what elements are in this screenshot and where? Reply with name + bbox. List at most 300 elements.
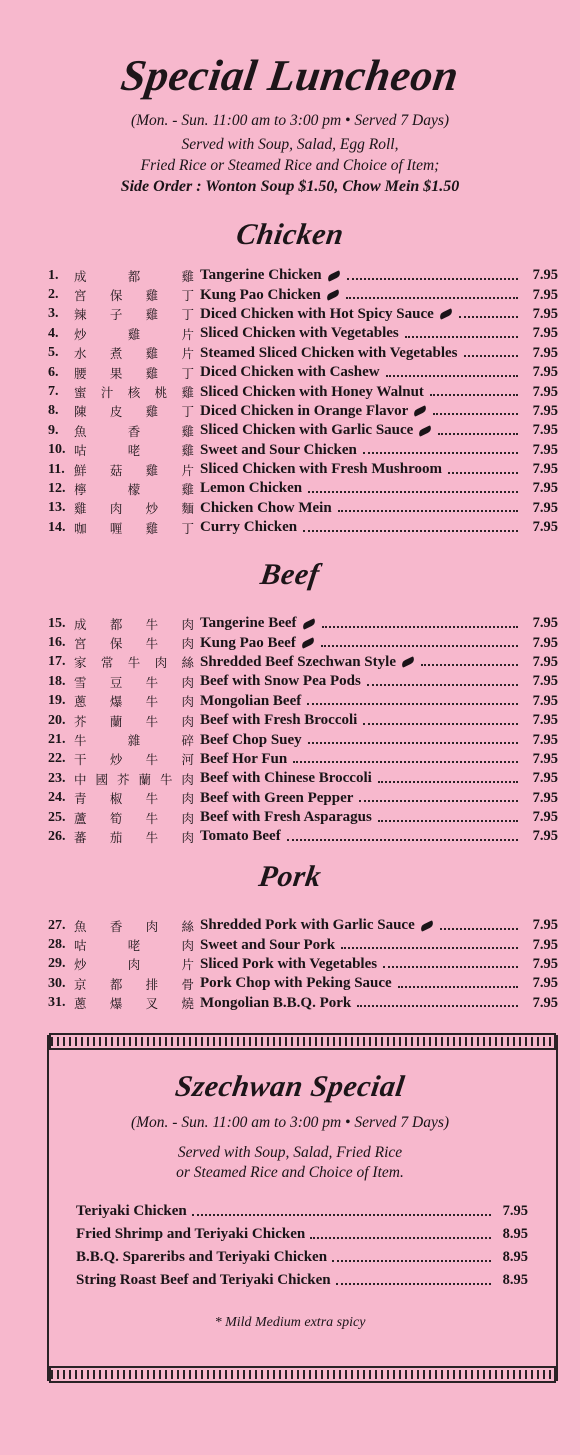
chinese-char: 麵 (181, 501, 194, 517)
dot-leader (322, 626, 518, 628)
chinese-char: 丁 (181, 520, 194, 536)
chinese-char: 蔥 (74, 694, 87, 710)
chinese-char: 炒 (74, 957, 87, 973)
chinese-char: 干 (74, 752, 87, 768)
menu-item-row (48, 935, 558, 954)
item-number: 22. (48, 751, 66, 767)
chinese-char: 牛 (145, 694, 159, 710)
chinese-char: 咾 (127, 443, 141, 459)
chinese-char: 檸 (74, 481, 87, 497)
item-price: 7.95 (532, 519, 558, 536)
chinese-char: 宮 (74, 288, 87, 304)
dot-leader (363, 452, 518, 454)
item-name: Diced Chicken in Orange Flavor (200, 402, 409, 419)
szechwan-item-row (76, 1246, 528, 1269)
item-price: 7.95 (532, 828, 558, 845)
item-name: Tangerine Beef (200, 615, 297, 632)
item-name: Curry Chicken (200, 519, 298, 536)
dot-leader (378, 781, 518, 783)
chinese-char: 爆 (109, 996, 123, 1012)
dot-leader (357, 1005, 518, 1007)
item-number: 12. (48, 480, 66, 496)
section-title-szechwan: Szechwan Special (173, 1070, 407, 1103)
chinese-char: 香 (127, 423, 141, 439)
item-number: 23. (48, 770, 66, 786)
menu-item-row (48, 916, 558, 935)
item-number: 16. (48, 635, 66, 651)
item-number: 25. (48, 809, 66, 825)
chinese-char: 宮 (74, 636, 87, 652)
item-price: 7.95 (532, 441, 558, 458)
menu-item-row (48, 994, 558, 1013)
chinese-char: 茄 (109, 829, 123, 845)
item-number: 28. (48, 937, 66, 953)
chinese-char: 咾 (127, 938, 141, 954)
item-chinese-name (74, 461, 200, 479)
beef-list (48, 614, 558, 847)
item-chinese-name (74, 653, 200, 671)
menu-item-row (48, 974, 558, 993)
dot-leader (347, 278, 518, 280)
dot-leader (293, 761, 518, 763)
item-name: Chicken Chow Mein (200, 499, 332, 516)
item-name: Beef with Chinese Broccoli (200, 770, 372, 787)
chinese-char: 片 (181, 462, 194, 478)
szechwan-served-line2: or Steamed Rice and Choice of Item. (176, 1164, 404, 1181)
chinese-char: 雞 (181, 268, 194, 284)
chinese-char: 丁 (181, 404, 194, 420)
item-price: 7.95 (532, 402, 558, 419)
chinese-char: 雞 (145, 404, 159, 420)
item-chinese-name (74, 402, 200, 420)
chinese-char: 蕃 (74, 829, 87, 845)
dot-leader (346, 297, 518, 299)
item-price: 7.95 (532, 615, 558, 632)
chinese-char: 都 (109, 976, 123, 992)
dot-leader (440, 928, 518, 930)
item-number: 19. (48, 693, 66, 709)
item-price: 7.95 (532, 499, 558, 516)
chinese-char: 水 (74, 346, 87, 362)
item-name: Sliced Pork with Vegetables (200, 955, 378, 972)
chinese-char: 肉 (181, 791, 194, 807)
chinese-char: 成 (74, 616, 87, 632)
item-chinese-name (74, 770, 200, 788)
item-chinese-name (74, 828, 200, 846)
menu-item-row (48, 633, 558, 652)
item-name: Beef Chop Suey (200, 731, 302, 748)
item-name: Beef with Snow Pea Pods (200, 673, 361, 690)
chinese-char: 辣 (74, 307, 87, 323)
chinese-char: 魚 (74, 918, 87, 934)
chinese-char: 炒 (74, 326, 87, 342)
item-price: 7.95 (532, 809, 558, 826)
item-number: 6. (48, 364, 59, 380)
menu-item-row (48, 789, 558, 808)
chinese-char: 中 (74, 771, 87, 787)
dot-leader (430, 394, 518, 396)
chinese-char: 核 (127, 385, 141, 401)
item-number: 7. (48, 384, 59, 400)
item-number: 24. (48, 790, 66, 806)
page-title: Special Luncheon (118, 51, 462, 100)
item-chinese-name (74, 383, 200, 401)
chinese-char: 雞 (145, 365, 159, 381)
chinese-char: 雞 (145, 307, 159, 323)
chinese-char: 牛 (145, 791, 159, 807)
fret-border-bottom (49, 1366, 556, 1383)
item-price: 7.95 (532, 936, 558, 953)
item-chinese-name (74, 936, 200, 954)
section-title-pork: Pork (256, 860, 324, 893)
item-chinese-name (74, 344, 200, 362)
pepper-icon (300, 637, 315, 648)
chinese-char: 雜 (127, 733, 141, 749)
item-chinese-name (74, 917, 200, 935)
chinese-char: 子 (109, 307, 123, 323)
chinese-char: 都 (109, 616, 123, 632)
item-chinese-name (74, 692, 200, 710)
dot-leader (310, 1237, 491, 1239)
menu-item-row (48, 827, 558, 846)
item-number: 26. (48, 828, 66, 844)
chinese-char: 碎 (181, 733, 194, 749)
chinese-char: 雞 (127, 326, 141, 342)
item-price: 7.95 (532, 305, 558, 322)
chinese-char: 咖 (74, 520, 87, 536)
luncheon-served-line1: Served with Soup, Salad, Egg Roll, (181, 136, 399, 153)
chinese-char: 燒 (181, 996, 194, 1012)
chinese-char: 汁 (100, 385, 114, 401)
chinese-char: 肉 (145, 918, 159, 934)
dot-leader (386, 375, 518, 377)
chinese-char: 椒 (109, 791, 123, 807)
dot-leader (421, 664, 518, 666)
chinese-char: 鮮 (74, 462, 87, 478)
item-chinese-name (74, 789, 200, 807)
chinese-char: 肉 (181, 636, 194, 652)
chinese-char: 牛 (145, 674, 159, 690)
section-title-beef: Beef (258, 558, 322, 591)
pepper-icon (413, 406, 428, 417)
item-name: Diced Chicken with Cashew (200, 364, 380, 381)
menu-item-row (48, 653, 558, 672)
chinese-char: 絲 (181, 918, 194, 934)
item-name: Beef with Fresh Broccoli (200, 712, 358, 729)
chinese-char: 牛 (145, 616, 159, 632)
item-name: Pork Chop with Peking Sauce (200, 975, 392, 992)
item-number: 17. (48, 654, 66, 670)
item-price: 7.95 (532, 480, 558, 497)
item-name: Shredded Beef Szechwan Style (200, 653, 396, 670)
item-name: Sliced Chicken with Fresh Mushroom (200, 461, 442, 478)
chinese-char: 肉 (181, 694, 194, 710)
item-number: 31. (48, 995, 66, 1011)
dot-leader (307, 703, 518, 705)
dot-leader (303, 530, 518, 532)
menu-item-row (48, 479, 558, 498)
item-chinese-name (74, 673, 200, 691)
item-price: 7.95 (532, 994, 558, 1011)
item-name: Mongolian B.B.Q. Pork (200, 994, 352, 1011)
item-number: 3. (48, 306, 59, 322)
chinese-char: 肉 (127, 957, 141, 973)
dot-leader (332, 1260, 491, 1262)
chinese-char: 爆 (109, 694, 123, 710)
item-price: 7.95 (532, 634, 558, 651)
chinese-char: 肉 (181, 938, 194, 954)
item-name: Lemon Chicken (200, 480, 303, 497)
dot-leader (464, 355, 518, 357)
menu-item-row (48, 266, 558, 285)
chinese-char: 雞 (145, 346, 159, 362)
chinese-char: 骨 (181, 976, 194, 992)
item-chinese-name (74, 809, 200, 827)
pepper-icon (326, 270, 341, 281)
luncheon-hours: (Mon. - Sun. 11:00 am to 3:00 pm • Served 7 Days) (130, 112, 450, 129)
chinese-char: 肉 (181, 674, 194, 690)
dot-leader (308, 491, 518, 493)
chinese-char: 肉 (181, 771, 194, 787)
chinese-char: 雪 (74, 674, 87, 690)
chinese-char: 肉 (181, 616, 194, 632)
item-number: 5. (48, 345, 59, 361)
dot-leader (192, 1214, 491, 1216)
chinese-char: 筍 (109, 810, 123, 826)
spicy-legend (0, 1315, 580, 1331)
chinese-char: 排 (145, 976, 159, 992)
item-chinese-name (74, 267, 200, 285)
menu-item-row (48, 614, 558, 633)
chinese-char: 絲 (181, 655, 194, 671)
item-chinese-name (74, 634, 200, 652)
chinese-char: 魚 (74, 423, 87, 439)
item-chinese-name (74, 480, 200, 498)
chinese-char: 牛 (145, 713, 159, 729)
dot-leader (398, 986, 518, 988)
chinese-char: 蔥 (74, 996, 87, 1012)
pepper-icon (418, 425, 433, 436)
chinese-char: 腰 (74, 365, 87, 381)
chinese-char: 蘭 (138, 771, 151, 787)
item-name: Beef Hor Fun (200, 750, 288, 767)
chinese-char: 牛 (145, 752, 159, 768)
item-chinese-name (74, 441, 200, 459)
chinese-char: 蘭 (109, 713, 123, 729)
item-number: 4. (48, 325, 59, 341)
chinese-char: 豆 (109, 674, 123, 690)
item-price: 7.95 (532, 955, 558, 972)
item-price: 7.95 (532, 731, 558, 748)
item-price: 7.95 (532, 364, 558, 381)
item-chinese-name (74, 731, 200, 749)
chinese-char: 牛 (159, 771, 173, 787)
chinese-char: 喱 (109, 520, 123, 536)
pepper-icon (419, 920, 434, 931)
chinese-char: 河 (181, 752, 194, 768)
item-price: 7.95 (532, 344, 558, 361)
item-price: 8.95 (502, 1272, 528, 1288)
dot-leader (336, 1283, 491, 1285)
dot-leader (341, 947, 518, 949)
dot-leader (321, 645, 518, 647)
item-chinese-name (74, 286, 200, 304)
item-number: 11. (48, 461, 65, 477)
item-price: 8.95 (502, 1226, 528, 1242)
item-price: 7.95 (532, 267, 558, 284)
item-number: 29. (48, 956, 66, 972)
item-name: Fried Shrimp and Teriyaki Chicken (76, 1226, 306, 1242)
pepper-icon (400, 657, 415, 668)
menu-item-row (48, 460, 558, 479)
dot-leader (383, 966, 518, 968)
dot-leader (359, 800, 518, 802)
chinese-char: 雞 (145, 520, 159, 536)
chinese-char: 果 (109, 365, 123, 381)
item-name: Kung Pao Beef (200, 634, 296, 651)
dot-leader (448, 472, 518, 474)
item-price: 7.95 (532, 653, 558, 670)
chinese-char: 保 (109, 288, 123, 304)
chinese-char: 炒 (145, 501, 159, 517)
chinese-char: 牛 (145, 810, 159, 826)
chinese-char: 肉 (181, 713, 194, 729)
pepper-icon (301, 618, 316, 629)
item-name: Sweet and Sour Pork (200, 936, 336, 953)
item-number: 1. (48, 267, 59, 283)
item-name: Kung Pao Chicken (200, 286, 321, 303)
chinese-char: 雞 (145, 288, 159, 304)
chicken-list (48, 266, 558, 537)
pepper-icon (438, 309, 453, 320)
item-name: Sliced Chicken with Honey Walnut (200, 383, 424, 400)
chinese-char: 肉 (181, 810, 194, 826)
item-number: 20. (48, 712, 66, 728)
side-order-line: Side Order : Wonton Soup $1.50, Chow Mein $1.50 (120, 178, 460, 195)
menu-item-row (48, 499, 558, 518)
item-number: 18. (48, 673, 66, 689)
chinese-char: 檬 (127, 481, 141, 497)
chinese-char: 桃 (154, 385, 168, 401)
item-name: Diced Chicken with Hot Spicy Sauce (200, 305, 434, 322)
chinese-char: 保 (109, 636, 123, 652)
item-price: 7.95 (532, 286, 558, 303)
item-chinese-name (74, 975, 200, 993)
menu-item-row (48, 750, 558, 769)
menu-item-row (48, 324, 558, 343)
item-name: Sliced Chicken with Garlic Sauce (200, 422, 414, 439)
menu-item-row (48, 730, 558, 749)
item-chinese-name (74, 325, 200, 343)
chinese-char: 香 (109, 918, 123, 934)
item-price: 7.95 (532, 461, 558, 478)
item-name: Tangerine Chicken (200, 267, 322, 284)
chinese-char: 咕 (74, 443, 87, 459)
chinese-char: 牛 (74, 733, 87, 749)
item-name: Sliced Chicken with Vegetables (200, 325, 399, 342)
item-name: Sweet and Sour Chicken (200, 441, 357, 458)
chinese-char: 丁 (181, 365, 194, 381)
chinese-char: 丁 (181, 288, 194, 304)
chinese-char: 叉 (145, 996, 159, 1012)
dot-leader (338, 510, 518, 512)
pork-list (48, 916, 558, 1013)
chinese-char: 雞 (181, 481, 194, 497)
chinese-char: 菇 (109, 462, 123, 478)
chinese-char: 青 (74, 791, 87, 807)
szechwan-hours: (Mon. - Sun. 11:00 am to 3:00 pm • Served 7 Days) (130, 1114, 450, 1131)
chinese-char: 常 (100, 655, 114, 671)
item-name: Teriyaki Chicken (76, 1203, 187, 1219)
menu-item-row (48, 672, 558, 691)
chinese-char: 都 (127, 268, 141, 284)
item-chinese-name (74, 364, 200, 382)
menu-item-row (48, 305, 558, 324)
menu-item-row (48, 402, 558, 421)
fret-border-top (49, 1033, 556, 1050)
chinese-char: 牛 (145, 636, 159, 652)
item-price: 7.95 (532, 789, 558, 806)
chinese-char: 片 (181, 957, 194, 973)
item-chinese-name (74, 615, 200, 633)
item-price: 7.95 (532, 673, 558, 690)
chinese-char: 蘆 (74, 810, 87, 826)
item-chinese-name (74, 305, 200, 323)
dot-leader (308, 742, 518, 744)
item-price: 7.95 (532, 692, 558, 709)
item-price: 7.95 (532, 422, 558, 439)
chinese-char: 家 (74, 655, 87, 671)
item-number: 15. (48, 615, 66, 631)
item-number: 10. (48, 442, 66, 458)
szechwan-served-line1: Served with Soup, Salad, Fried Rice (177, 1144, 403, 1161)
item-name: Tomato Beef (200, 828, 281, 845)
menu-item-row (48, 769, 558, 788)
item-chinese-name (74, 422, 200, 440)
item-price: 7.95 (532, 917, 558, 934)
item-chinese-name (74, 750, 200, 768)
item-number: 27. (48, 917, 66, 933)
chinese-char: 煮 (109, 346, 123, 362)
item-price: 7.95 (532, 975, 558, 992)
item-name: Mongolian Beef (200, 692, 302, 709)
dot-leader (433, 413, 518, 415)
chinese-char: 片 (181, 326, 194, 342)
item-chinese-name (74, 499, 200, 517)
item-name: Beef with Green Pepper (200, 789, 354, 806)
menu-item-row (48, 711, 558, 730)
chinese-char: 陳 (74, 404, 87, 420)
szechwan-list (76, 1200, 528, 1292)
item-name: Steamed Sliced Chicken with Vegetables (200, 344, 458, 361)
szechwan-item-row (76, 1269, 528, 1292)
section-title-chicken: Chicken (234, 218, 346, 251)
menu-item-row (48, 518, 558, 537)
item-name: Beef with Fresh Asparagus (200, 809, 372, 826)
chinese-char: 芥 (74, 713, 87, 729)
item-price: 8.95 (502, 1249, 528, 1265)
chinese-char: 國 (95, 771, 108, 787)
item-price: 7.95 (502, 1203, 528, 1219)
item-number: 14. (48, 519, 66, 535)
item-chinese-name (74, 955, 200, 973)
chinese-char: 牛 (127, 655, 141, 671)
item-number: 2. (48, 287, 59, 303)
dot-leader (405, 336, 518, 338)
pepper-icon (325, 289, 340, 300)
chinese-char: 雞 (181, 443, 194, 459)
legend-text: * Mild Medium extra spicy (214, 1315, 366, 1330)
